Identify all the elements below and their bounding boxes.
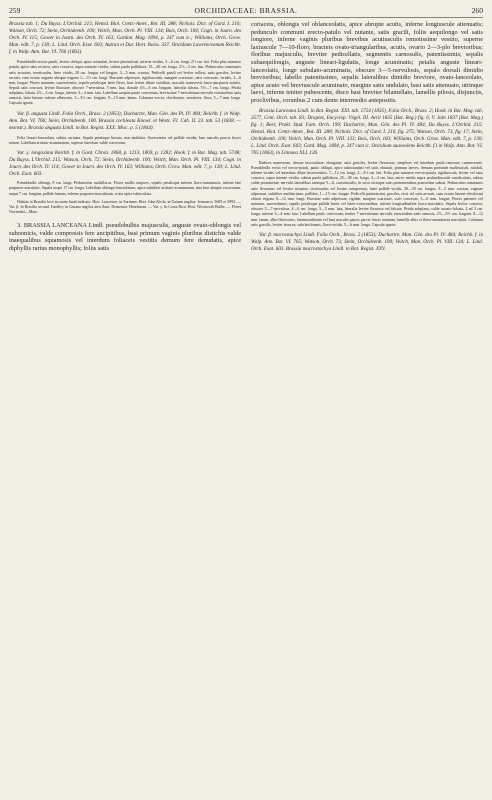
variety-paragraph: Var. β. macrostachya Lindl. Folia Orch., Brass. 2 (1853); Duchartre, Man. Gén. des Pl. IV. 484; Reichb. f. in Walp. Ann. Bot. VI. 765; Watson, Orch. 73; Stein, Orchideenb. 100; Veitch, Man. Orch. Pl. VIII. 134; L. Lind. Orch. Exot. 603. Brassia macrostachya Lindl. in Bot. Regist. XXV. xyxy=(251,231,483,252)
species-heading-paragraph: 3. BRASSIA LANCEANA Lindl. pseudobulbis majusculis, anguste ovato-oblongis vel suboonicis, valde compressis fere ancipitibus, basi primum vaginis pluribus distichis valde inaequalibus squamosis vel interdum foliaceis vestitis demum fere denudatis, apice diphyllis rarius monophyllis; foliis satis xyxy=(9,222,241,252)
variety-paragraph: Var. γ. longissima Reichb. f. in Gard. Chron. 1868, p. 1213, 1869, p. 1282; Hook. f. in Bot. Mag. tab. 5748; Du Buyss. L'Orchid. 215; Watson, Orch. 72; Stein, Orchideenb. 100; Veitch, Man. Orch. Pl. VIII. 134; Cogn. in Journ. des Orch. IV. 114; Gower in Journ. des Orch. IV. 163; Williams, Orch. Grow. Man. edit. 7, p. 130; L. Lind. Orch. Exot. 603. xyxy=(9,150,241,178)
description-paragraph: Radices numerosae, densae fasciculatae, elongatae, satis graciles, leviter flexuosae, simplices vel interdum paulo ramosae, cumescentes. Pseudobulbi erecti vel erecto-patuli, paulo obliqui, apice subrotundati vel satis obtusati, primum laeves, demum profunde multisulcati, nitiduli, inferne virides vel interdum dilute fuscescentes, 7—12 cm. longi, 2—3½ cm. lati. Folia plus minusve erecto-patula, rigidiuscula, leviter vel satis concava, supra intense viridia, subtus paulo pallidiora, 25—30 cm. longa, 3—4 cm. lata; nervo medio supra profundiuscule canaliculato, subtus valde prominente; nervulis lateralibus utrinque 5—6, crassiusculis, in sicco utrinque satis prominentibus praesertim subtus. Pedunculus communis satis flexuosus vel leviter arcuatus, tereticaulus vel leviter compressus, laete pallide viridis, 20—50 cm. longus, 3—5 mm. crassus; vaginae adpressae, subtiliter multistriatae, pallidae, 1—1½ cm. longae. Pedicelli patentissimi, graciles, recti vel satis arcuati, cum ovario lineari-claviformi obtuse trigono 8—12 mm. longi. Bracteae satis adpressae, rigidae, margine scariosae, satis concavae, 3—6 mm. longae. Flores patentes vel nutantes, suaveolentes, sepalis petalisque pallide luteis vel luteo-virescentibus, inferne longitudinaliter fusco-maculatis. Sepala leviter concava, obscure 5—7-nervulosa, 4—6 cm. longa, 3—5 mm. lata, lateralia leviter flexuosa vel falcata. Petala subplana, valde acuato-falcata, 2 ad 3 cm. longa, inferne 3—4 mm. lata. Labellum paulo convexum, teniter 7-nervulosum nervulis exterioribus satis ramosis, 2½—3½ cm. longum, 8—12 mm. latum, albo-flavescens, luminoaultatum vel basi maculis paucis parvis fuscis notatum, lamellis albis et flavo-aurantiacea maculatis. Columna satis gracilis, leviter incurva, subclaviformis, flavo-viridis, 5—6 mm. longa. Capsula ignota. xyxy=(251,159,483,227)
citation-paragraph: Brassia Lanceana Lindl. in Bot. Regist. XXI. tab. 1754 (1835), Folia Orch., Brass. 2; Hook. in Bot. Mag. tab. 3577, Cent. Orch. tab. 83; Drapiez, Encyclop. Végét. III. Avril 1835 (Bot. Reg.) fig. 6, V. Jain 1837 (Bot. Mag.) fig. 1; Beer, Prakt. Stud. Fam. Orch. 199; Duchartre, Man. Gén. des Pl. IV. 484; Du Buyss. L'Orchid. 215; Hemsl. Biol. Centr.-Amer., Bot. III. 288; Nichols. Dict. of Gard. I. 210, fig. 275; Watson, Orch. 73, fig. 17; Stein, Orchideenb. 100; Veitch, Man. Orch. Pl. VIII. 133; Bois, Orch. 183; Williams, Orch. Grow. Man. edit. 7, p. 130; L. Lind. Orch. Exot. 603; Gard. Mag. 1894, p. 247 cum ic. Oncidium suaveolens Reichb. f.l in Walp. Ann. Bot. VI. 765 (1863), in Linnaea XLI. 126. xyxy=(251,107,483,156)
column-number: 260 xyxy=(471,6,483,15)
species-diagnosis-paragraph: coriaceis, oblongis vel oblanceolatis, apice abrupte acutis, inferne longiuscule attenuatis; pedunculo communi erecto-patulo vel nutante, satis gracili, foliis aequilongo vel satis longiore, inferne vaginis pluribus brevibus acutiusculis remotissime vestito, superne laxiuscule 7—10-floro; bracteis ovato-triangularibus, acutis, ovario 2—3-plo brevioribus; floribus majusculis, breviter pedicellatis, segmentis carnosulis, patentissimis; sepalis subaequilongis, anguste lineari-ligulatis, longe acuminatis; petalis anguste lineari-lanceolatis, longe subulato-acuminatis, obscure 3—5-nervulosis, sepalo dorsali dimidio brevioribus; labello patentissimo, sepalis lateralibus dimidio breviore, ovato-lanceolato, apice acuto vel breviuscule acuminato, margine satis undulato, basi satis attenuato, utrinque laevi, inferne teniter pubescente, disco basi breviter bilamellato, lamellis pilosis, disjunctis, proclivibus, corunbus 2 cum dente intermedio antepositis. xyxy=(251,21,483,104)
left-column xyxy=(9,21,241,796)
variety-paragraph: Var. β. angusta Lindl. Folia Orch., Brass. 2 (1853); Duchartre, Man. Gén. des Pl. IV. 484; Reichb. f. in Walp. Ann. Bot. VI. 766; Stein, Orchideenb. 100. Brassia cochleata Knowl. et Westc. Fl. Cab. II. 23. tab. 53 (1838, — monstr.). Brassia angusta Lindl. in Bot. Regist. XXX. Misc. p. 5 (1844). xyxy=(9,110,241,131)
header-rule xyxy=(9,17,483,18)
description-paragraph: Pseudobulbi erecto-patuli, leviter obliqui, apice rotundati, leviter plurisulcati, inferne virides, 5—6 cm. longi, 2½ cm. lati. Folia plus minusve patula, apice satis recurva, satis concava, supra saturate viridia, subtus paulo pallidiora, 15—20 cm. longa, 2½—3 cm. lata. Pedunculus communis satis arcuatus, tereticaulus, laete viridis, 20 cm. longus vel longior, 3—5 mm. crassus. Pedicelli patuli vel leviter reflexi, satis graciles, leviter arcuati, cum ovario anguste abrupte trigono 1—1½ cm. longi. Bracteae adpressae, rigidiusculae, margine scariosae, satis concavae, virides, 3—6 mm. longae. Flores nutantes, suaveolentes, sepalis petalisque laete flavis, basi leviter dilute viridibus, maculis transversis fusco-purpureis notatis. Sepala satis concava, leviter Brassiae, obscure 7-nervulosa, 5 mm. lata, dorsale 4½—6 cm. longum, lateralia falcata, 5½—7 cm. longa. Petala subplana, lobata, 2½—3 cm. longa, inferne 3—4 mm. lata. Labellum saepius paulo convexum, brevissime 7-nervulosum nervulis exterioribus satis ramosis, laete luteum inferne albescens, 3—3½ cm. longum, 9—13 mm. latum. Columna erecta, claviformis, semiteres, flava, 5—7 mm. longa. Capsula ignota. xyxy=(9,59,241,106)
page-number: 259 xyxy=(9,6,21,15)
description-paragraph: Pseudobulbi oblongi, 8 cm. longi. Pedunculus multiflorus. Flores mollis majores, sepalis petalisque inferne flavo-aurantiacis, inferne late purpureo-maculatis. Sepala usque 17 cm. longa. Labellum oblongo-lanceolatum, apice subtiliter aristato-acuminatum, ima basi abrupte excavatum, usque 7 cm. longum, pallide luteum, inferne purpureo-maculatum, crista apice tuberculata. xyxy=(9,180,241,196)
citation-paragraph: Brassia tab. 1; Du Buyss. L'Orchid. 215; Hemsl. Biol. Centr.-Amer., Bot. III. 288; Nichols. Dict. of Gard. I. 210; Watson, Orch. 72; Stein, Orchideenb. 100; Veitch, Man. Orch. Pl. VIII. 134; Bois, Orch. 184; Cogn. in Journ. des Orch. IV. 115; Gower in Journ. des Orch. IV. 163; Gardon. Mag. 1894, p. 247 cum ic.; Williams, Orch. Grow. Man. edit. 7, p. 130; L. Lind. Orch. Exot. 603; Autran et Dur. Hort. Boiss. 337. Oncidium Lawrenceanum Reichb. f. in Walp. Ann. Bot. VI. 766 (1863). xyxy=(9,21,241,56)
habitat-paragraph: Habitat in Brasilia loco accurate haud indicato: Hort. Lawrence; in Surinam: Hort. John Kirck; in Guiana anglica: Jenman n. 5685 et 5893. — Var. β. In Brasilia secund. Lindley; in Guiana anglica area flum. Demerara: Henchman. — Var. γ. In Costa Rica: Hort. Westworth Buller. — Floret Novembri—Maio. xyxy=(9,198,241,215)
running-title: ORCHIDACEAE: BRASSIA. xyxy=(194,6,298,15)
right-column xyxy=(251,21,483,796)
description-paragraph: Folia lineari-lanceolata, subtus carinata. Sepala petalaque lineata, non undulata, flavescentia vel pallide viridia, basi maculis paucis fuscis notata. Labellum aristato-acuminatum, superne luteolum valde convexum. xyxy=(9,134,241,145)
